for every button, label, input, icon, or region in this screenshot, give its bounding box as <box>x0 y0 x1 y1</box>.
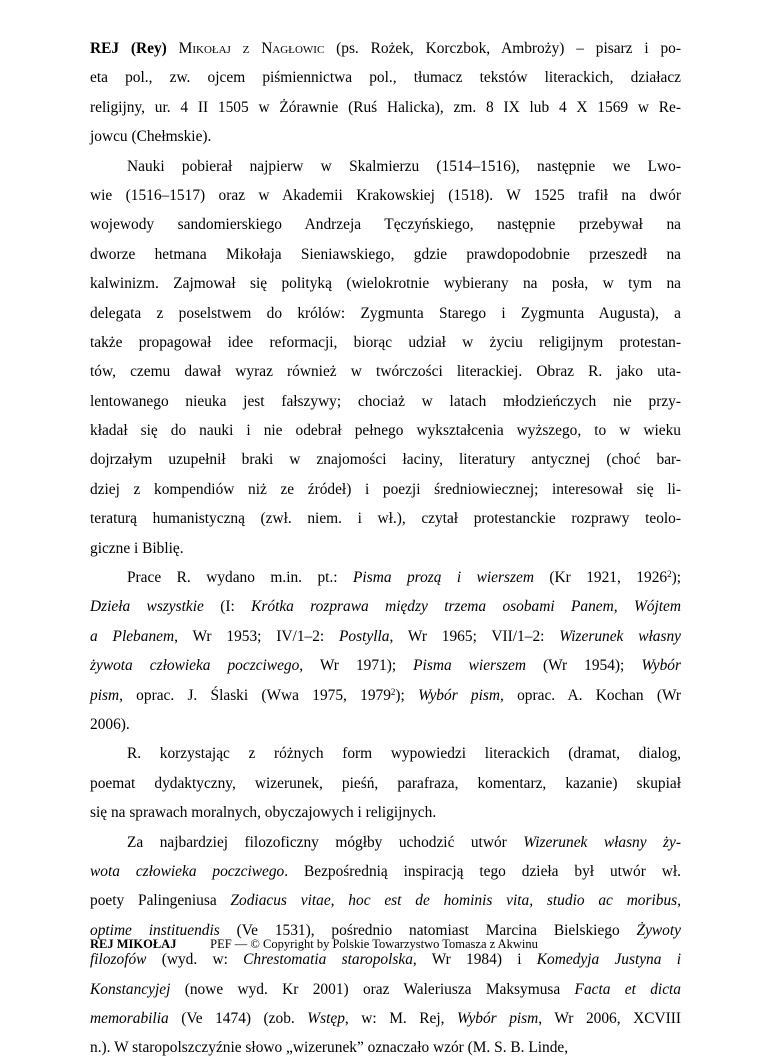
footer-entry-name: REJ MIKOŁAJ <box>90 937 177 951</box>
text-run: 2 <box>667 569 672 580</box>
text-run: n.). W staropolszczyźnie słowo „wizerunek” oznaczało wzór (M. S. B. Linde, <box>90 1039 569 1057</box>
text-line <box>90 445 681 474</box>
text-run: poemat dydaktyczny, wizerunek, pieśń, parafraza, komentarz, kazanie) skupiał <box>90 774 681 792</box>
entry-body <box>90 34 681 1063</box>
text-line <box>90 328 681 357</box>
text-line <box>90 299 681 328</box>
text-run: , oprac. A. Kochan (Wr <box>500 686 682 704</box>
text-run: (Kr 1921, 1926 <box>533 569 668 587</box>
text-run: filozofów <box>90 951 147 969</box>
text-run: Prace R. wydano m.in. pt.: <box>127 569 354 587</box>
text-run: poety Palingeniusa <box>90 892 231 910</box>
text-run: Nauki pobierał najpierw w Skalmierzu (1514–1516), następnie we Lwo- <box>127 157 681 175</box>
text-run: Wybór pism <box>418 686 501 704</box>
text-line <box>90 534 681 563</box>
text-run: wojewody sandomierskiego Andrzeja Tęczyńskiego, następnie przebywał na <box>90 216 681 234</box>
text-line <box>90 975 681 1004</box>
text-line <box>90 622 681 651</box>
text-run: (Wr 1954); <box>525 657 642 675</box>
text-run: , Wr 2006, XCVIII <box>538 1009 681 1027</box>
text-run: Komedyja Justyna i <box>536 951 681 969</box>
text-run: Zodiacus vitae, hoc est de hominis vita, studio ac moribus, <box>230 892 681 910</box>
text-run: tów, czemu dawał wyraz również w twórczości literackiej. Obraz R. jako uta- <box>90 363 681 381</box>
text-line <box>90 122 681 151</box>
text-run: religijny, ur. 4 II 1505 w Żórawnie (Ruś Halicka), zm. 8 IX lub 4 X 1569 w Re- <box>90 98 681 116</box>
text-line <box>90 769 681 798</box>
paragraph <box>90 34 681 152</box>
text-run: . Bezpośrednią inspiracją tego dzieła był utwór wł. <box>284 862 682 880</box>
text-run: ); <box>671 569 681 587</box>
text-run: Żywoty <box>636 921 681 939</box>
text-run: lentowanego nieuka jest fałszywy; chociaż w latach młodzieńczych nie przy- <box>90 392 681 410</box>
text-line <box>90 1004 681 1033</box>
text-run: Wstęp <box>307 1009 345 1027</box>
text-run: (Ve 1474) (zob. <box>168 1009 308 1027</box>
paragraph <box>90 152 681 563</box>
text-line <box>90 651 681 680</box>
text-run: 2006). <box>90 715 130 733</box>
text-run: dojrzałym uzupełnił braki w znajomości łaciny, literatury antycznej (choć bar- <box>90 451 681 469</box>
text-run: 2 <box>390 686 396 697</box>
text-run: Mikołaj z Nagłowic <box>178 40 325 57</box>
text-run: kalwinizm. Zajmował się polityką (wielokrotnie wybierany na posła, w tym na <box>90 275 681 293</box>
text-run: , Wr 1984) i <box>412 951 537 969</box>
text-run: dziej z kompendiów niż ze źródeł) i poezji średniowiecznej; interesował się li- <box>90 480 681 498</box>
text-run: żywota człowieka poczciwego <box>90 657 300 675</box>
text-line <box>90 357 681 386</box>
text-run: , Wr 1965; VII/1–2: <box>389 627 560 645</box>
text-run: wota człowieka poczciwego <box>90 862 285 880</box>
page-footer <box>90 937 538 952</box>
text-line <box>90 387 681 416</box>
text-line <box>90 210 681 239</box>
text-line <box>90 34 681 63</box>
text-run: Dzieła wszystkie <box>90 598 204 616</box>
text-run: , oprac. J. Ślaski (Wwa 1975, 1979 <box>119 686 391 704</box>
text-line <box>90 739 681 768</box>
text-line <box>90 93 681 122</box>
text-line <box>90 475 681 504</box>
text-run: Wizerunek własny ży- <box>523 833 681 851</box>
text-run: delegata z poselstwem do królów: Zygmunta Starego i Zygmunta Augusta), a <box>90 304 681 322</box>
text-run: a Plebanem <box>90 627 175 645</box>
text-line <box>90 269 681 298</box>
text-run: REJ (Rey) <box>90 40 179 57</box>
text-line <box>90 828 681 857</box>
text-run: także propagował idee reformacji, biorąc udział w życiu religijnym protestan- <box>90 333 681 351</box>
text-line <box>90 1033 681 1062</box>
text-line <box>90 681 681 710</box>
text-run: (wyd. w: <box>146 951 244 969</box>
text-run: , Wr 1953; IV/1–2: <box>174 627 340 645</box>
text-run: pism <box>90 686 120 704</box>
text-run: Facta et dicta <box>574 980 681 998</box>
text-run: (ps. Rożek, Korczbok, Ambroży) – pisarz i po- <box>324 40 681 57</box>
text-run: Krótka rozprawa między trzema osobami Panem, Wójtem <box>251 598 681 616</box>
text-run: Konstancyjej <box>90 980 171 998</box>
text-run: , Wr 1971); <box>299 657 414 675</box>
text-run: , w: M. Rej, <box>344 1009 458 1027</box>
footer-copyright: PEF — © Copyright by Polskie Towarzystwo Tomasza z Akwinu <box>210 937 538 951</box>
text-line <box>90 63 681 92</box>
text-run: optime instituendis <box>90 921 220 939</box>
text-run: Chrestomatia staropolska <box>243 951 413 969</box>
text-run: (I: <box>203 598 252 616</box>
text-run: eta pol., zw. ojcem piśmiennictwa pol., tłumacz tekstów literackich, działacz <box>90 69 681 87</box>
text-line <box>90 710 681 739</box>
text-line <box>90 152 681 181</box>
text-run: kładał się do nauki i nie odebrał pełnego wykształcenia wyższego, to w wieku <box>90 422 681 440</box>
text-line <box>90 857 681 886</box>
text-run: Pisma wierszem <box>413 657 526 675</box>
paragraph <box>90 739 681 827</box>
text-run: jowcu (Chełmskie). <box>90 128 212 146</box>
text-run: Za najbardziej filozoficzny mógłby uchodzić utwór <box>127 833 524 851</box>
text-run: Postylla <box>339 627 390 645</box>
text-run: memorabilia <box>90 1009 169 1027</box>
text-run: Wizerunek własny <box>559 627 681 645</box>
text-line <box>90 798 681 827</box>
text-run: (Ve 1531), pośrednio natomiast Marcina Bielskiego <box>219 921 637 939</box>
text-line <box>90 886 681 915</box>
paragraph <box>90 563 681 739</box>
text-run: teraturą humanistyczną (zwł. niem. i wł.), czytał protestanckie rozprawy teolo- <box>90 510 681 528</box>
text-run: Wybór <box>641 657 681 675</box>
text-line <box>90 240 681 269</box>
text-line <box>90 592 681 621</box>
text-run: wie (1516–1517) oraz w Akademii Krakowskiej (1518). W 1525 trafił na dwór <box>90 186 681 204</box>
text-line <box>90 504 681 533</box>
text-run: R. korzystając z różnych form wypowiedzi literackich (dramat, dialog, <box>127 745 681 763</box>
text-run: się na sprawach moralnych, obyczajowych i religijnych. <box>90 804 437 822</box>
text-run: ); <box>395 686 419 704</box>
text-run: (nowe wyd. Kr 2001) oraz Waleriusza Maksymusa <box>170 980 575 998</box>
text-run: Wybór pism <box>457 1009 539 1027</box>
text-run: dworze hetmana Mikołaja Sieniawskiego, gdzie prawdopodobnie przeszedł na <box>90 245 681 263</box>
text-line <box>90 563 681 592</box>
text-line <box>90 181 681 210</box>
text-run: giczne i Biblię. <box>90 539 184 557</box>
text-run: Pisma prozą i wierszem <box>353 569 534 587</box>
text-line <box>90 416 681 445</box>
